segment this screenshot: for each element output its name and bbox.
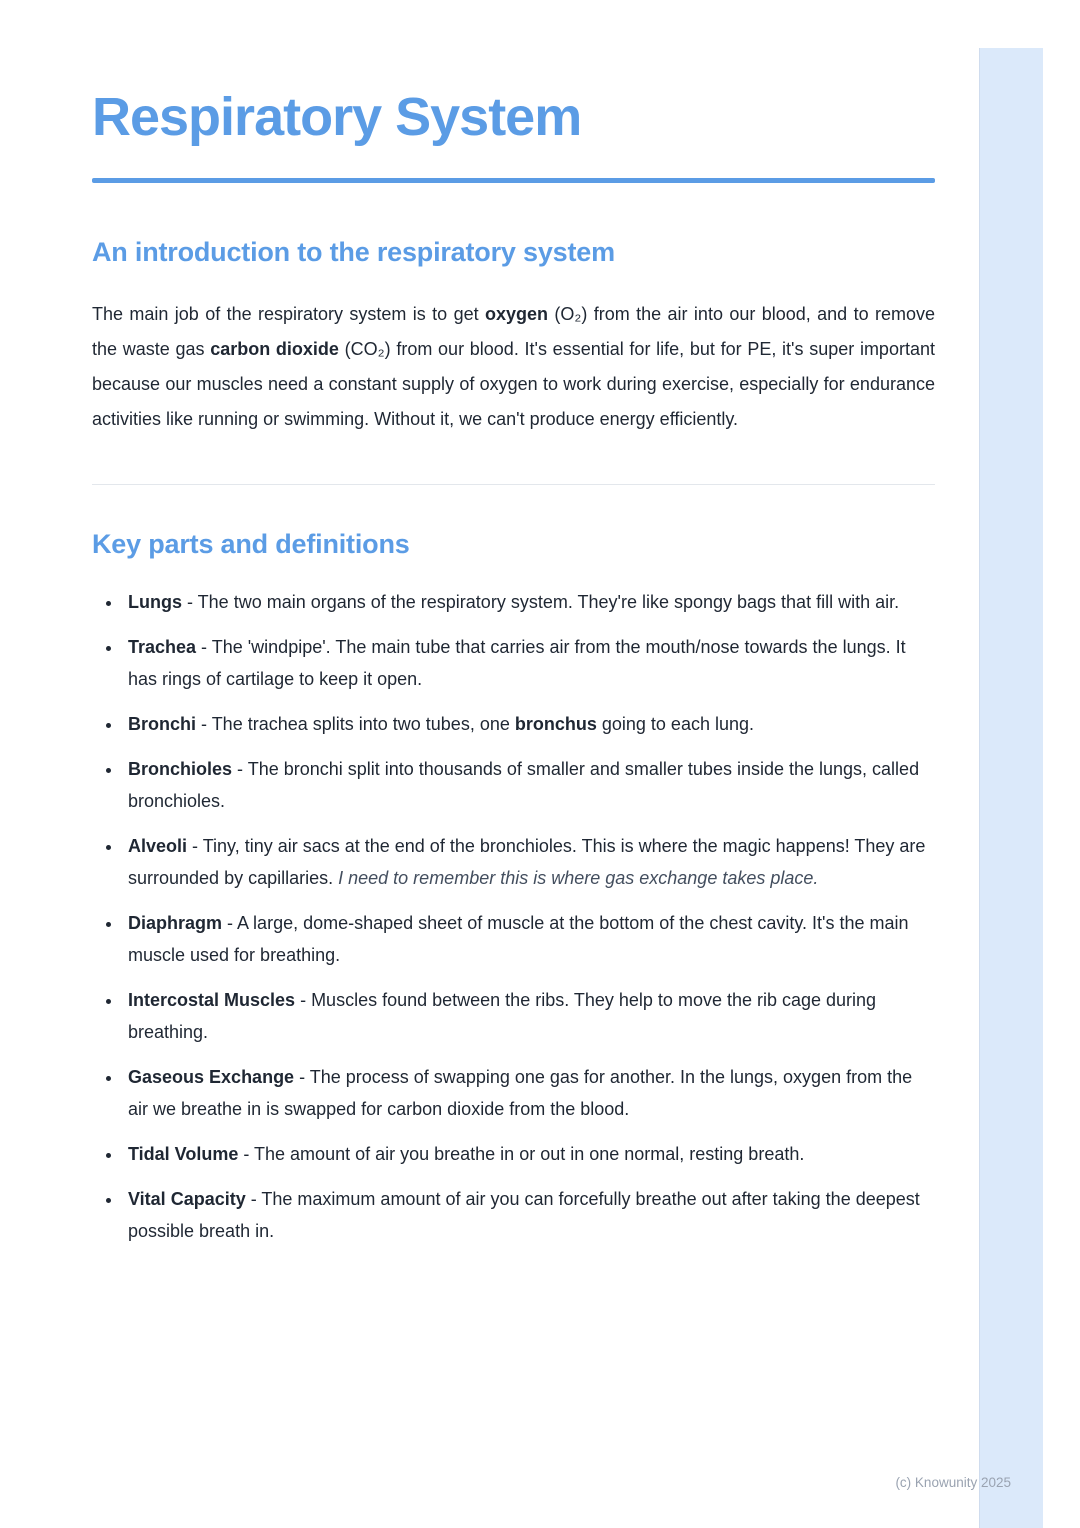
list-item-tidal-volume <box>123 1138 935 1170</box>
definition-separator: - <box>182 592 198 612</box>
list-item-vital-capacity <box>123 1183 935 1247</box>
definition-desc: Muscles found between the ribs. They help to move the rib cage during breathing. <box>128 990 877 1042</box>
section-heading-introduction: An introduction to the respiratory system <box>92 237 615 267</box>
definition-separator: - <box>232 759 248 779</box>
right-margin-stripe <box>979 48 1043 1528</box>
page-title: Respiratory System <box>92 87 582 147</box>
title-underline-rule <box>92 178 935 183</box>
intro-bold-carbon-dioxide: carbon dioxide <box>210 339 339 359</box>
definition-italic-note: I need to remember this is where gas exchange takes place. <box>338 868 819 888</box>
definition-separator: - <box>294 1067 310 1087</box>
definition-term: Bronchioles <box>128 759 233 779</box>
definition-separator: - <box>196 637 212 657</box>
list-item-trachea <box>123 631 935 695</box>
definition-desc: The bronchi split into thousands of smaller and smaller tubes inside the lungs, called bronchioles. <box>128 759 920 811</box>
list-item-intercostal-muscles <box>123 984 935 1048</box>
definition-desc: The 'windpipe'. The main tube that carries air from the mouth/nose towards the lungs. It has rings of cartilage to keep it open. <box>128 637 906 689</box>
definition-term: Intercostal Muscles <box>128 990 296 1010</box>
list-item-bronchi <box>123 708 935 740</box>
definition-desc: The process of swapping one gas for another. In the lungs, oxygen from the air we breathe in is swapped for carbon dioxide from the blood. <box>128 1067 913 1119</box>
intro-bold-oxygen: oxygen <box>484 304 549 324</box>
definition-desc: The two main organs of the respiratory system. They're like spongy bags that fill with air. <box>197 592 900 612</box>
definition-term: Vital Capacity <box>128 1189 246 1209</box>
definition-desc: The maximum amount of air you can forcefully breathe out after taking the deepest possible breath in. <box>128 1189 920 1241</box>
definition-desc: Tiny, tiny air sacs at the end of the bronchioles. This is where the magic happens! They are surrounded by capillaries. <box>128 836 926 888</box>
definition-separator: - <box>238 1144 255 1164</box>
definition-term: Gaseous Exchange <box>128 1067 295 1087</box>
definition-desc: The trachea splits into two tubes, one <box>211 714 515 734</box>
definition-bold-mid: bronchus <box>514 714 597 734</box>
intro-text-3: (CO₂) from our blood. It's essential for life, but for PE, it's super important because our muscles need a constant supply of oxygen to work during exercise, especially for endurance activities like running or swimming. Without it, we can't produce energy efficiently. <box>92 339 935 429</box>
list-item-alveoli <box>123 830 935 894</box>
list-item-lungs <box>123 586 935 618</box>
definition-separator: - <box>295 990 312 1010</box>
definition-term: Bronchi <box>128 714 197 734</box>
list-item-diaphragm <box>123 907 935 971</box>
definition-desc: The amount of air you breathe in or out in one normal, resting breath. <box>254 1144 805 1164</box>
definition-term: Trachea <box>128 637 197 657</box>
list-item-gaseous-exchange <box>123 1061 935 1125</box>
introduction-paragraph <box>92 297 935 437</box>
copyright-footer: (c) Knowunity 2025 <box>895 1475 1011 1490</box>
definition-term: Tidal Volume <box>128 1144 239 1164</box>
definition-desc: A large, dome-shaped sheet of muscle at the bottom of the chest cavity. It's the main muscle used for breathing. <box>128 913 909 965</box>
section-divider <box>92 484 935 485</box>
content-area <box>92 86 935 1260</box>
definitions-list <box>92 586 935 1247</box>
intro-text-2: (O₂) from the air into our blood, and to remove the waste gas <box>92 304 935 359</box>
definition-desc-2: going to each lung. <box>596 714 754 734</box>
definition-separator: - <box>245 1189 262 1209</box>
intro-text-1: The main job of the respiratory system is to get <box>92 304 485 324</box>
definition-separator: - <box>196 714 212 734</box>
list-item-bronchioles <box>123 753 935 817</box>
definition-term: Diaphragm <box>128 913 223 933</box>
section-heading-definitions: Key parts and definitions <box>92 529 410 559</box>
definition-term: Alveoli <box>128 836 188 856</box>
definition-term: Lungs <box>128 592 182 612</box>
definition-separator: - <box>187 836 203 856</box>
definition-separator: - <box>222 913 238 933</box>
